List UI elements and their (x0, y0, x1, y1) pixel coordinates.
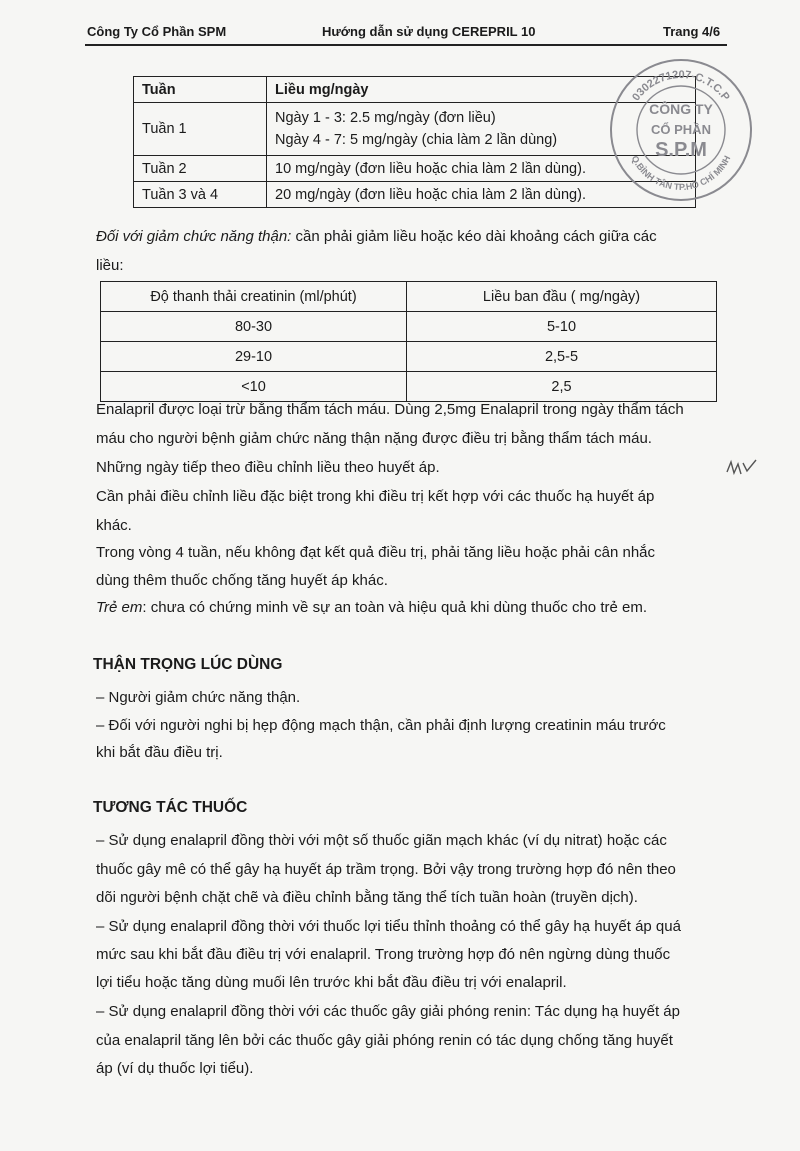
list-item: – Đối với người nghi bị hẹp động mạch thận, cần phải định lượng creatinin máu trước (96, 717, 666, 734)
paragraph-line: Enalapril được loại trừ bằng thẩm tách máu. Dùng 2,5mg Enalapril trong ngày thẩm tách (96, 401, 684, 418)
page-number: Trang 4/6 (663, 24, 721, 39)
company-stamp-icon (607, 56, 755, 204)
clearance-cell: 29-10 (101, 342, 407, 372)
stamp-line1: CÔNG TY (649, 101, 713, 117)
dose-header: Liều mg/ngày (267, 77, 696, 103)
paragraph-line: máu cho người bệnh giảm chức năng thận nặng được điều trị bằng thẩm tách máu. (96, 430, 652, 447)
list-item: – Sử dụng enalapril đồng thời với các thuốc gây giải phóng renin: Tác dụng hạ huyết áp (96, 1003, 680, 1020)
stamp-line2: CỔ PHẦN (651, 122, 711, 137)
initial-dose-cell: 2,5-5 (407, 342, 717, 372)
list-item-continuation: thuốc gây mê có thể gây hạ huyết áp trầm trọng. Bởi vậy trong trường hợp đó nên theo (96, 861, 676, 878)
stamp-bottom-text: Q.BÌNH TÂN TP.HỒ CHÍ MINH (629, 153, 733, 193)
list-item: – Sử dụng enalapril đồng thời với thuốc lợi tiểu thỉnh thoảng có thể gây hạ huyết áp quá (96, 918, 681, 935)
clearance-cell: <10 (101, 372, 407, 402)
handwritten-initials-icon (725, 458, 759, 480)
paragraph-line: khác. (96, 517, 132, 534)
clearance-cell: 80-30 (101, 312, 407, 342)
renal-intro (96, 222, 746, 251)
initial-dose-cell: 5-10 (407, 312, 717, 342)
company-name: Công Ty Cổ Phần SPM (87, 24, 227, 39)
table-row (101, 312, 717, 342)
dose-cell: 20 mg/ngày (đơn liều hoặc chia làm 2 lần dùng). (267, 182, 696, 208)
list-item-continuation: khi bắt đầu điều trị. (96, 744, 223, 761)
list-item-continuation: mức sau khi bắt đầu điều trị với enalapril. Trong trường hợp đó nên ngừng dùng thuốc (96, 946, 671, 963)
renal-dose-table (100, 281, 717, 402)
list-item: – Sử dụng enalapril đồng thời với một số thuốc giãn mạch khác (ví dụ nitrat) hoặc các (96, 832, 667, 849)
children-text: : chưa có chứng minh về sự an toàn và hiệu quả khi dùng thuốc cho trẻ em. (142, 599, 647, 616)
paragraph-line: dùng thêm thuốc chống tăng huyết áp khác. (96, 572, 388, 589)
renal-intro-text: cần phải giảm liều hoặc kéo dài khoảng cách giữa các (291, 228, 657, 245)
paragraph-line: Cần phải điều chỉnh liều đặc biệt trong khi điều trị kết hợp với các thuốc hạ huyết áp (96, 488, 655, 505)
header-rule (85, 44, 727, 46)
caution-heading: THẬN TRỌNG LÚC DÙNG (93, 656, 283, 673)
list-item-continuation: dõi người bệnh chặt chẽ và điều chỉnh bằng tăng thể tích tuần hoàn (truyền dịch). (96, 889, 638, 906)
paragraph-line: Trong vòng 4 tuần, nếu không đạt kết quả điều trị, phải tăng liều hoặc phải cân nhắc (96, 544, 656, 561)
clearance-header: Độ thanh thải creatinin (ml/phút) (101, 282, 407, 312)
stamp-line3: S.P.M (655, 139, 707, 161)
dose-line: Ngày 4 - 7: 5 mg/ngày (chia làm 2 lần dùng) (275, 132, 558, 148)
list-item-continuation: áp (ví dụ thuốc lợi tiểu). (96, 1060, 254, 1077)
table-row (101, 342, 717, 372)
week-header: Tuần (134, 77, 267, 103)
initial-dose-header: Liều ban đầu ( mg/ngày) (407, 282, 717, 312)
renal-intro-line2: liều: (96, 257, 124, 274)
list-item-continuation: lợi tiểu hoặc tăng dùng muối lên trước khi bắt đầu điều trị với enalapril. (96, 974, 567, 991)
dose-line: Ngày 1 - 3: 2.5 mg/ngày (đơn liều) (275, 110, 496, 126)
initial-dose-cell: 2,5 (407, 372, 717, 402)
children-note (96, 593, 746, 622)
interaction-heading: TƯƠNG TÁC THUỐC (93, 799, 248, 816)
list-item: – Người giảm chức năng thận. (96, 689, 301, 706)
week-cell: Tuần 3 và 4 (134, 182, 267, 208)
document-title: Hướng dẫn sử dụng CEREPRIL 10 (322, 24, 536, 39)
table-header-row (101, 282, 717, 312)
week-cell: Tuần 1 (134, 103, 267, 156)
week-cell: Tuần 2 (134, 156, 267, 182)
stamp-top-text: 0302271207-C.T.C.P (630, 68, 732, 104)
children-label: Trẻ em (96, 599, 143, 616)
list-item-continuation: của enalapril tăng lên bởi các thuốc gây giải phóng renin có tác dụng chống tăng huyết (96, 1032, 673, 1049)
paragraph-line: Những ngày tiếp theo điều chỉnh liều theo huyết áp. (96, 459, 440, 476)
dose-cell: 10 mg/ngày (đơn liều hoặc chia làm 2 lần dùng). (267, 156, 696, 182)
renal-intro-label: Đối với giảm chức năng thận: (96, 228, 292, 245)
